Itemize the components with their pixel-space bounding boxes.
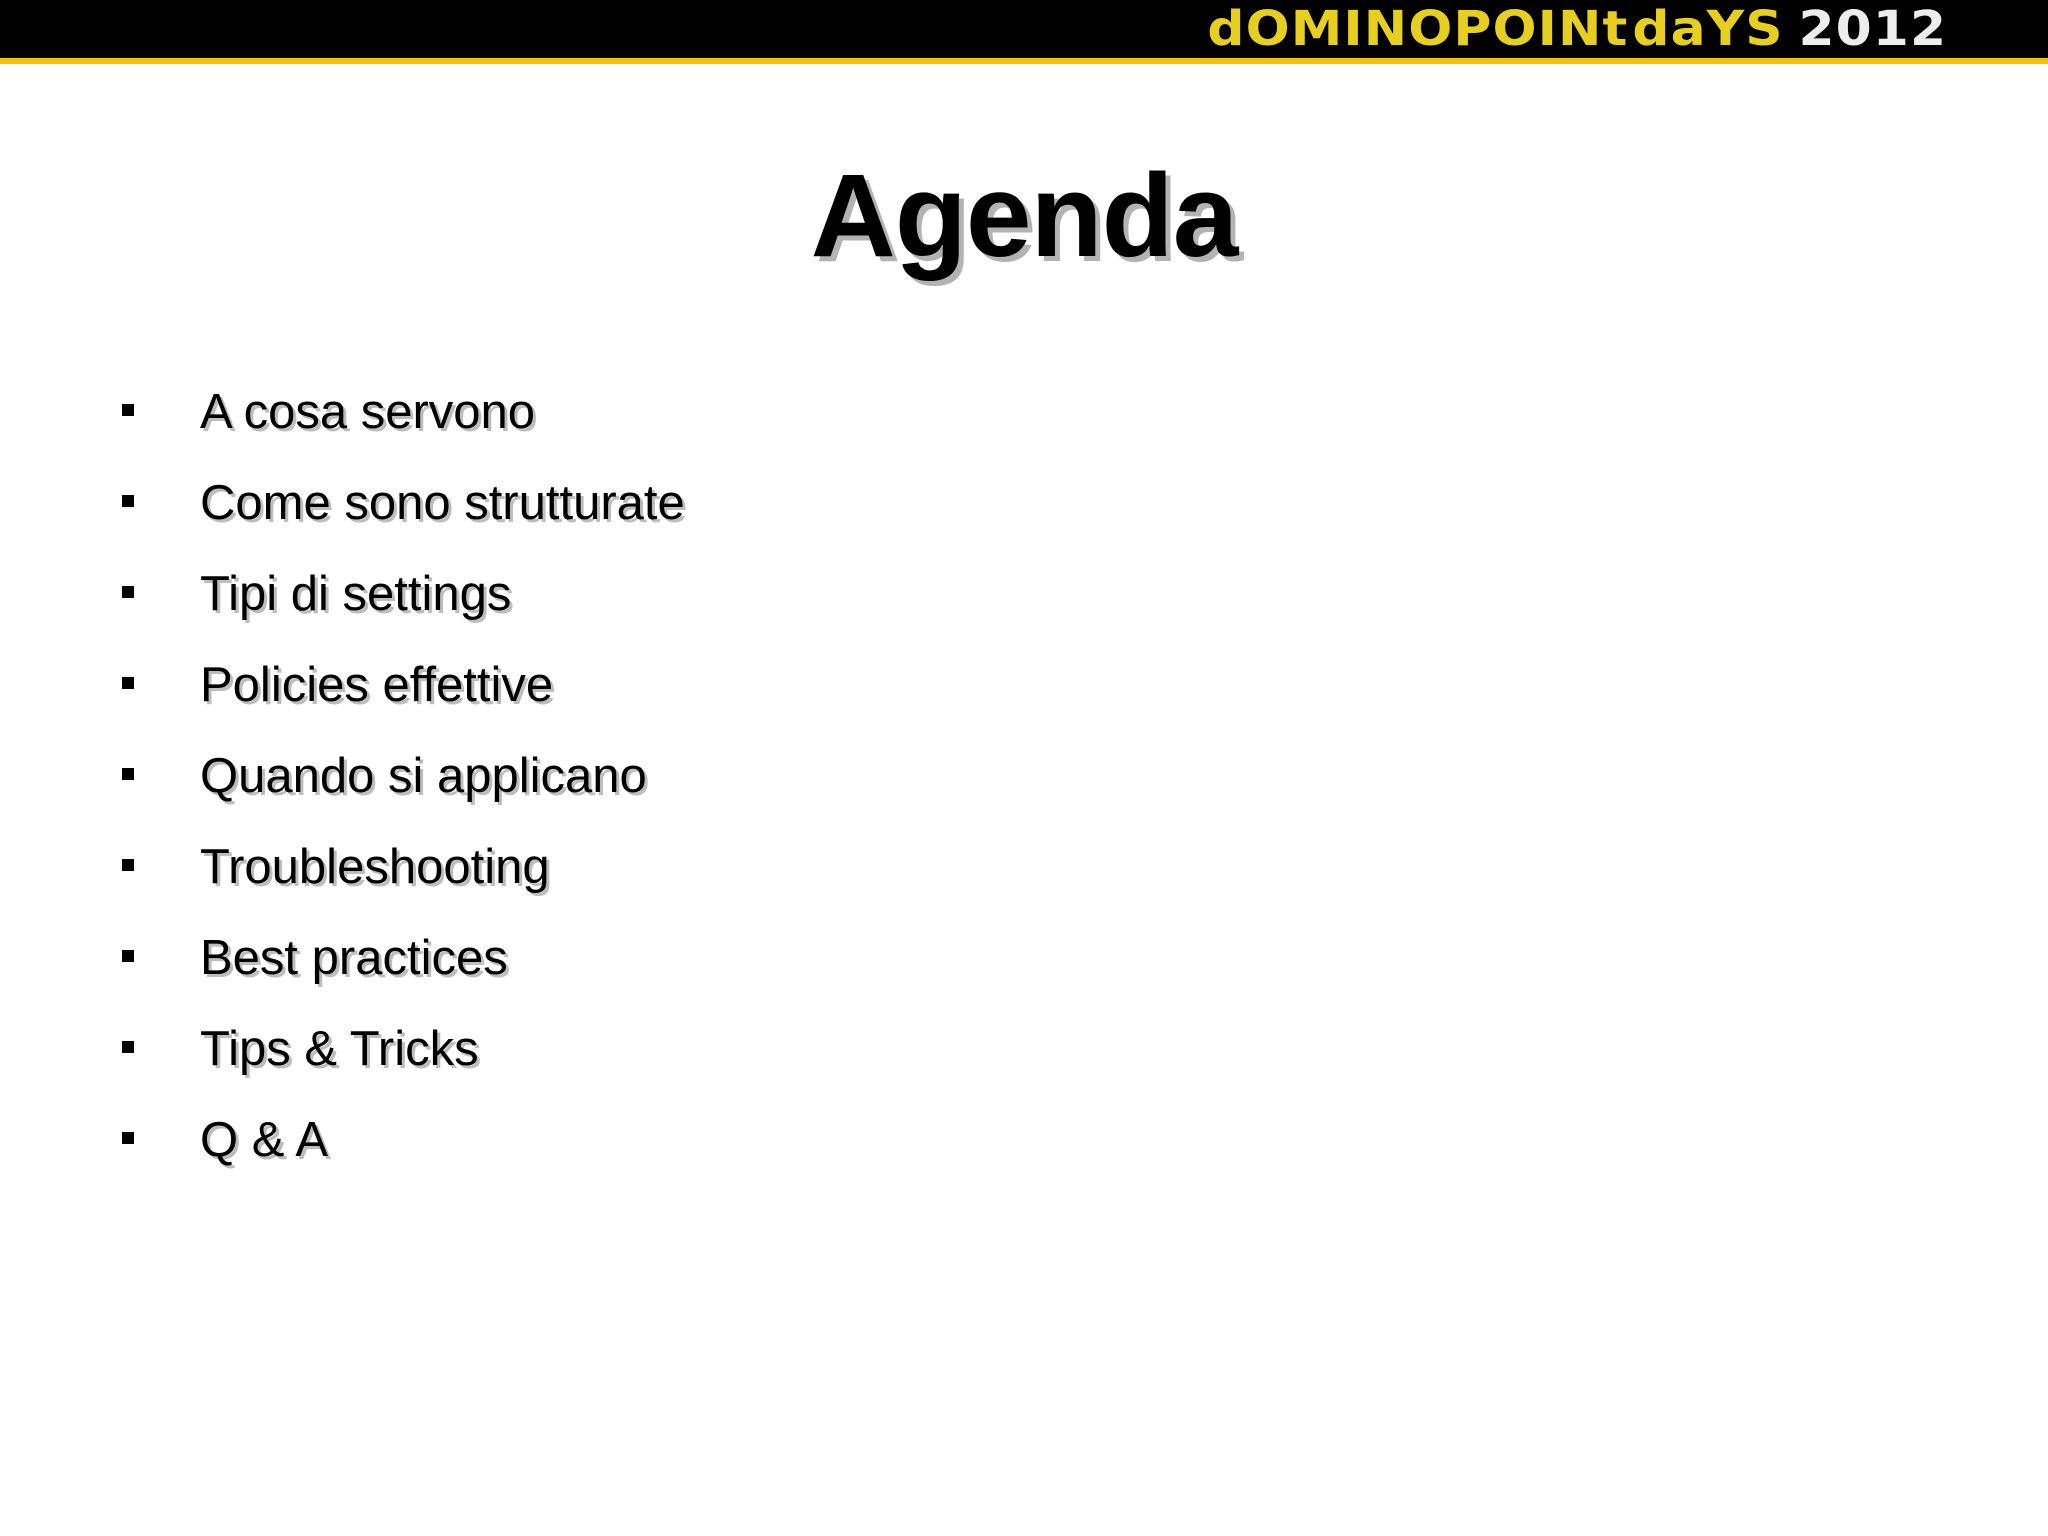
- square-bullet-icon: [122, 677, 134, 689]
- event-logo: [1207, 0, 1948, 58]
- logo-days: daYS: [1632, 1, 1785, 57]
- agenda-item-label: Q & A: [200, 1113, 329, 1167]
- agenda-item-label: Policies effettive: [200, 658, 554, 712]
- square-bullet-icon: [122, 1132, 134, 1144]
- square-bullet-icon: [122, 586, 134, 598]
- square-bullet-icon: [122, 950, 134, 962]
- agenda-item-label: Tipi di settings: [200, 567, 512, 621]
- square-bullet-icon: [122, 768, 134, 780]
- agenda-item-label: Tips & Tricks: [200, 1022, 479, 1076]
- logo-year: 2012: [1798, 1, 1948, 57]
- agenda-item-label: Troubleshooting: [200, 840, 550, 894]
- agenda-item-label: Quando si applicano: [200, 749, 647, 803]
- agenda-item-label: A cosa servono: [200, 385, 536, 439]
- slide-title: Agenda: [810, 150, 1238, 282]
- square-bullet-icon: [122, 1041, 134, 1053]
- square-bullet-icon: [122, 495, 134, 507]
- square-bullet-icon: [122, 859, 134, 871]
- agenda-item-label: Come sono strutturate: [200, 476, 685, 530]
- agenda-item-label: Best practices: [200, 931, 508, 985]
- square-bullet-icon: [122, 404, 134, 416]
- logo-dominopoint: dOMINOPOINt: [1207, 1, 1628, 57]
- header-bar: [0, 0, 2048, 64]
